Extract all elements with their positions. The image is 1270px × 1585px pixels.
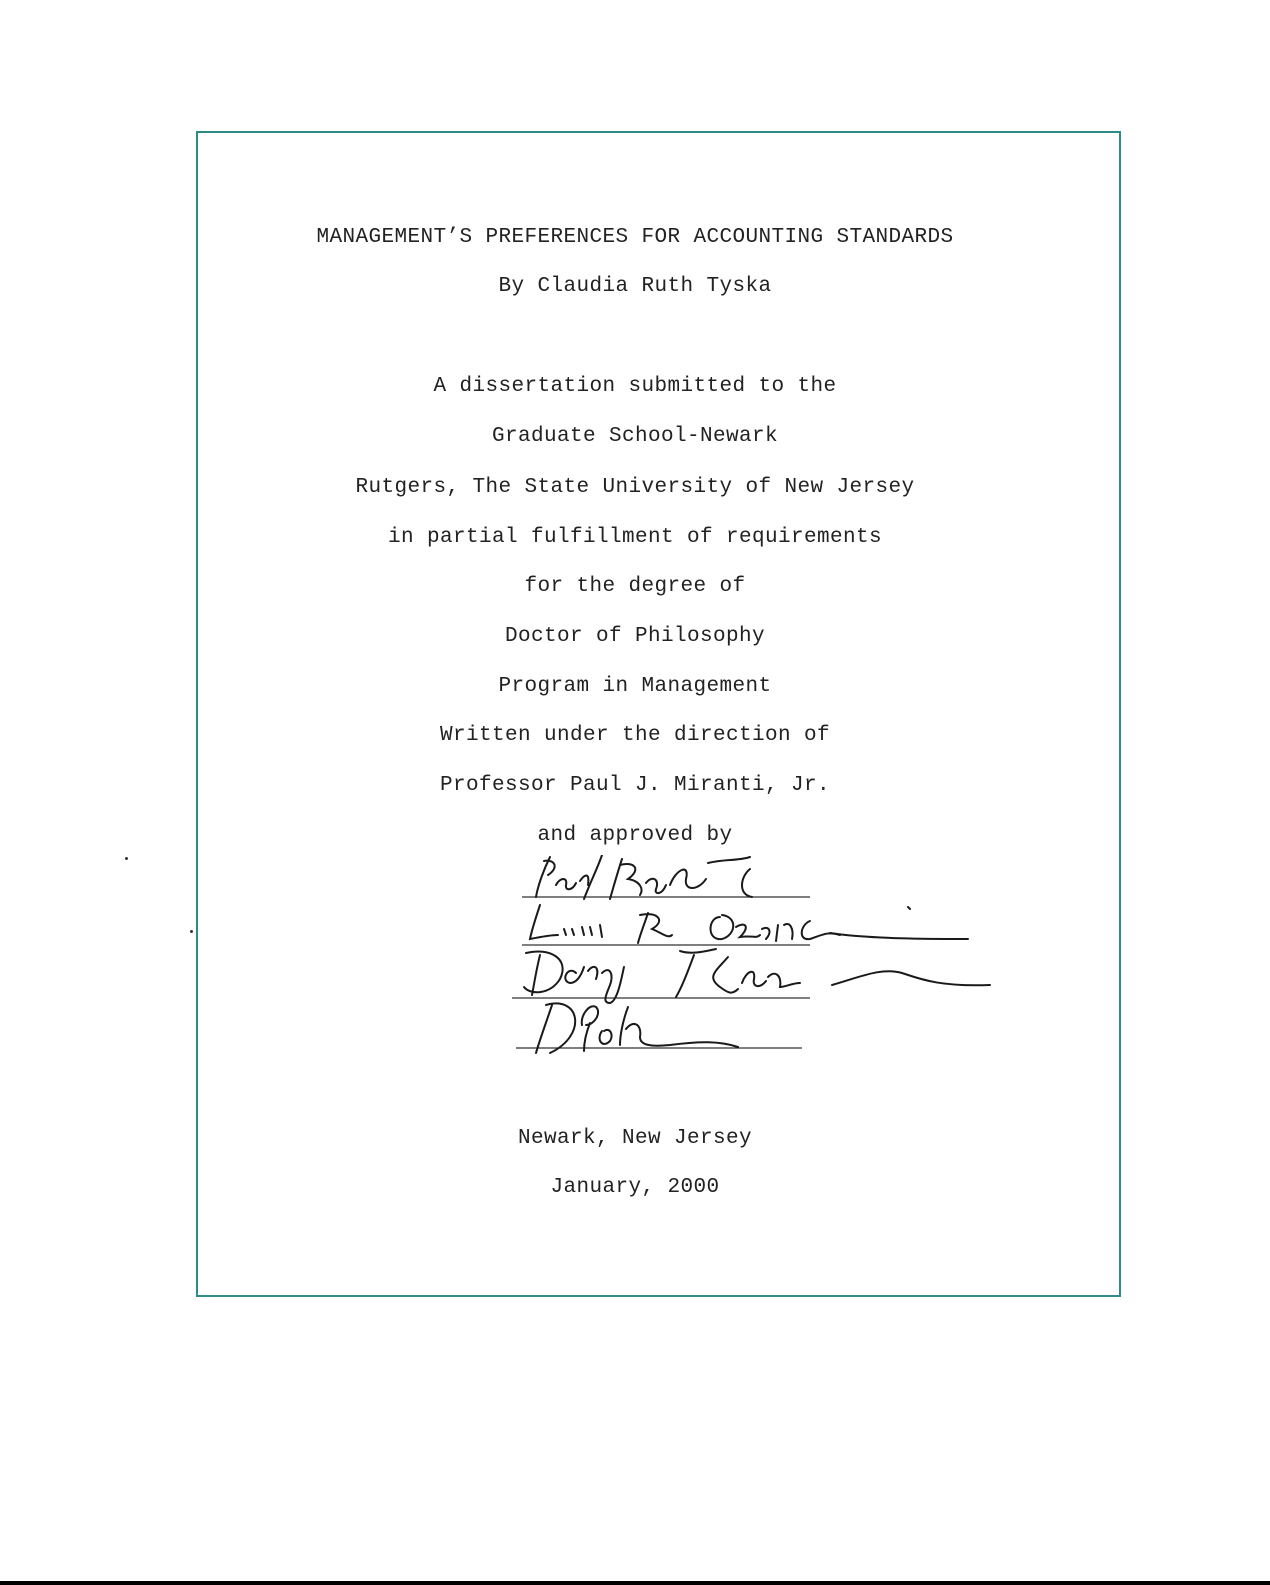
author-line: By Claudia Ruth Tyska [498, 275, 772, 298]
signature-gary-klein [524, 949, 990, 1003]
signature-paul-miranti [536, 855, 752, 899]
submission-line: A dissertation submitted to the [433, 375, 837, 398]
submission-line: in partial fulfillment of requirements [387, 526, 883, 549]
scan-speck [125, 857, 128, 860]
signature-d-palmon [536, 1003, 738, 1053]
signature-louis-orzack [530, 905, 968, 943]
submission-line: Program in Management [498, 675, 772, 698]
submission-line: for the degree of [524, 575, 746, 598]
submission-line: Graduate School-Newark [491, 425, 779, 448]
approved-by-line: and approved by [537, 824, 733, 847]
submission-line: Rutgers, The State University of New Jersey [355, 476, 915, 499]
submission-line: Doctor of Philosophy [504, 625, 766, 648]
place-line: Newark, New Jersey [517, 1127, 753, 1150]
scan-speck [190, 930, 193, 933]
dissertation-title: MANAGEMENT’S PREFERENCES FOR ACCOUNTING STANDARDS [316, 226, 954, 249]
advisor-line: Professor Paul J. Miranti, Jr. [439, 774, 831, 797]
submission-line: Written under the direction of [439, 724, 831, 747]
page-frame [196, 131, 1121, 1297]
date-line: January, 2000 [550, 1176, 720, 1199]
signature-block [510, 855, 1010, 1070]
page-bottom-edge [0, 1581, 1270, 1585]
